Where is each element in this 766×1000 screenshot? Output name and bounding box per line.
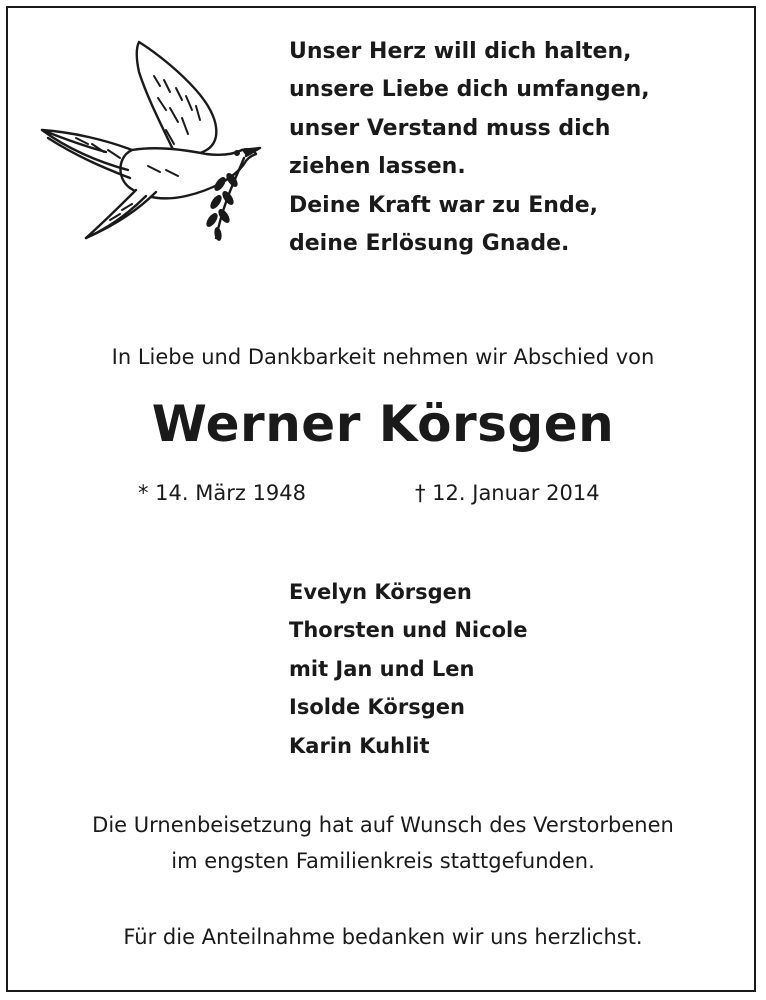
burial-note-line: Die Urnenbeisetzung hat auf Wunsch des Verstorbenen: [92, 813, 674, 837]
poem-line: unser Verstand muss dich: [289, 115, 611, 141]
mourner-name: Karin Kuhlit: [289, 733, 430, 758]
thanks-note: Für die Anteilnahme bedanken wir uns herzlichst.: [123, 925, 643, 949]
death-date: † 12. Januar 2014: [415, 481, 600, 505]
dove-with-olive-branch-icon: [36, 38, 266, 243]
poem-line: ziehen lassen.: [289, 154, 466, 180]
mourner-name: mit Jan und Len: [289, 656, 475, 681]
poem-line: Unser Herz will dich halten,: [289, 39, 632, 64]
poem-line: deine Erlösung Gnade.: [289, 231, 570, 257]
burial-note-line: im engsten Familienkreis stattgefunden.: [171, 849, 595, 873]
mourners-list: [289, 573, 527, 765]
poem-line: unsere Liebe dich umfangen,: [289, 77, 650, 103]
burial-note: [0, 807, 766, 879]
mourner-name: Isolde Körsgen: [289, 695, 465, 720]
birth-date: * 14. März 1948: [138, 481, 307, 505]
mourner-name: Evelyn Körsgen: [289, 580, 472, 604]
poem-line: Deine Kraft war zu Ende,: [289, 192, 598, 218]
mourner-name: Thorsten und Nicole: [289, 618, 528, 643]
farewell-intro: In Liebe und Dankbarkeit nehmen wir Abschied von: [111, 345, 655, 369]
poem: [289, 33, 650, 263]
deceased-name: Werner Körsgen: [151, 395, 615, 453]
